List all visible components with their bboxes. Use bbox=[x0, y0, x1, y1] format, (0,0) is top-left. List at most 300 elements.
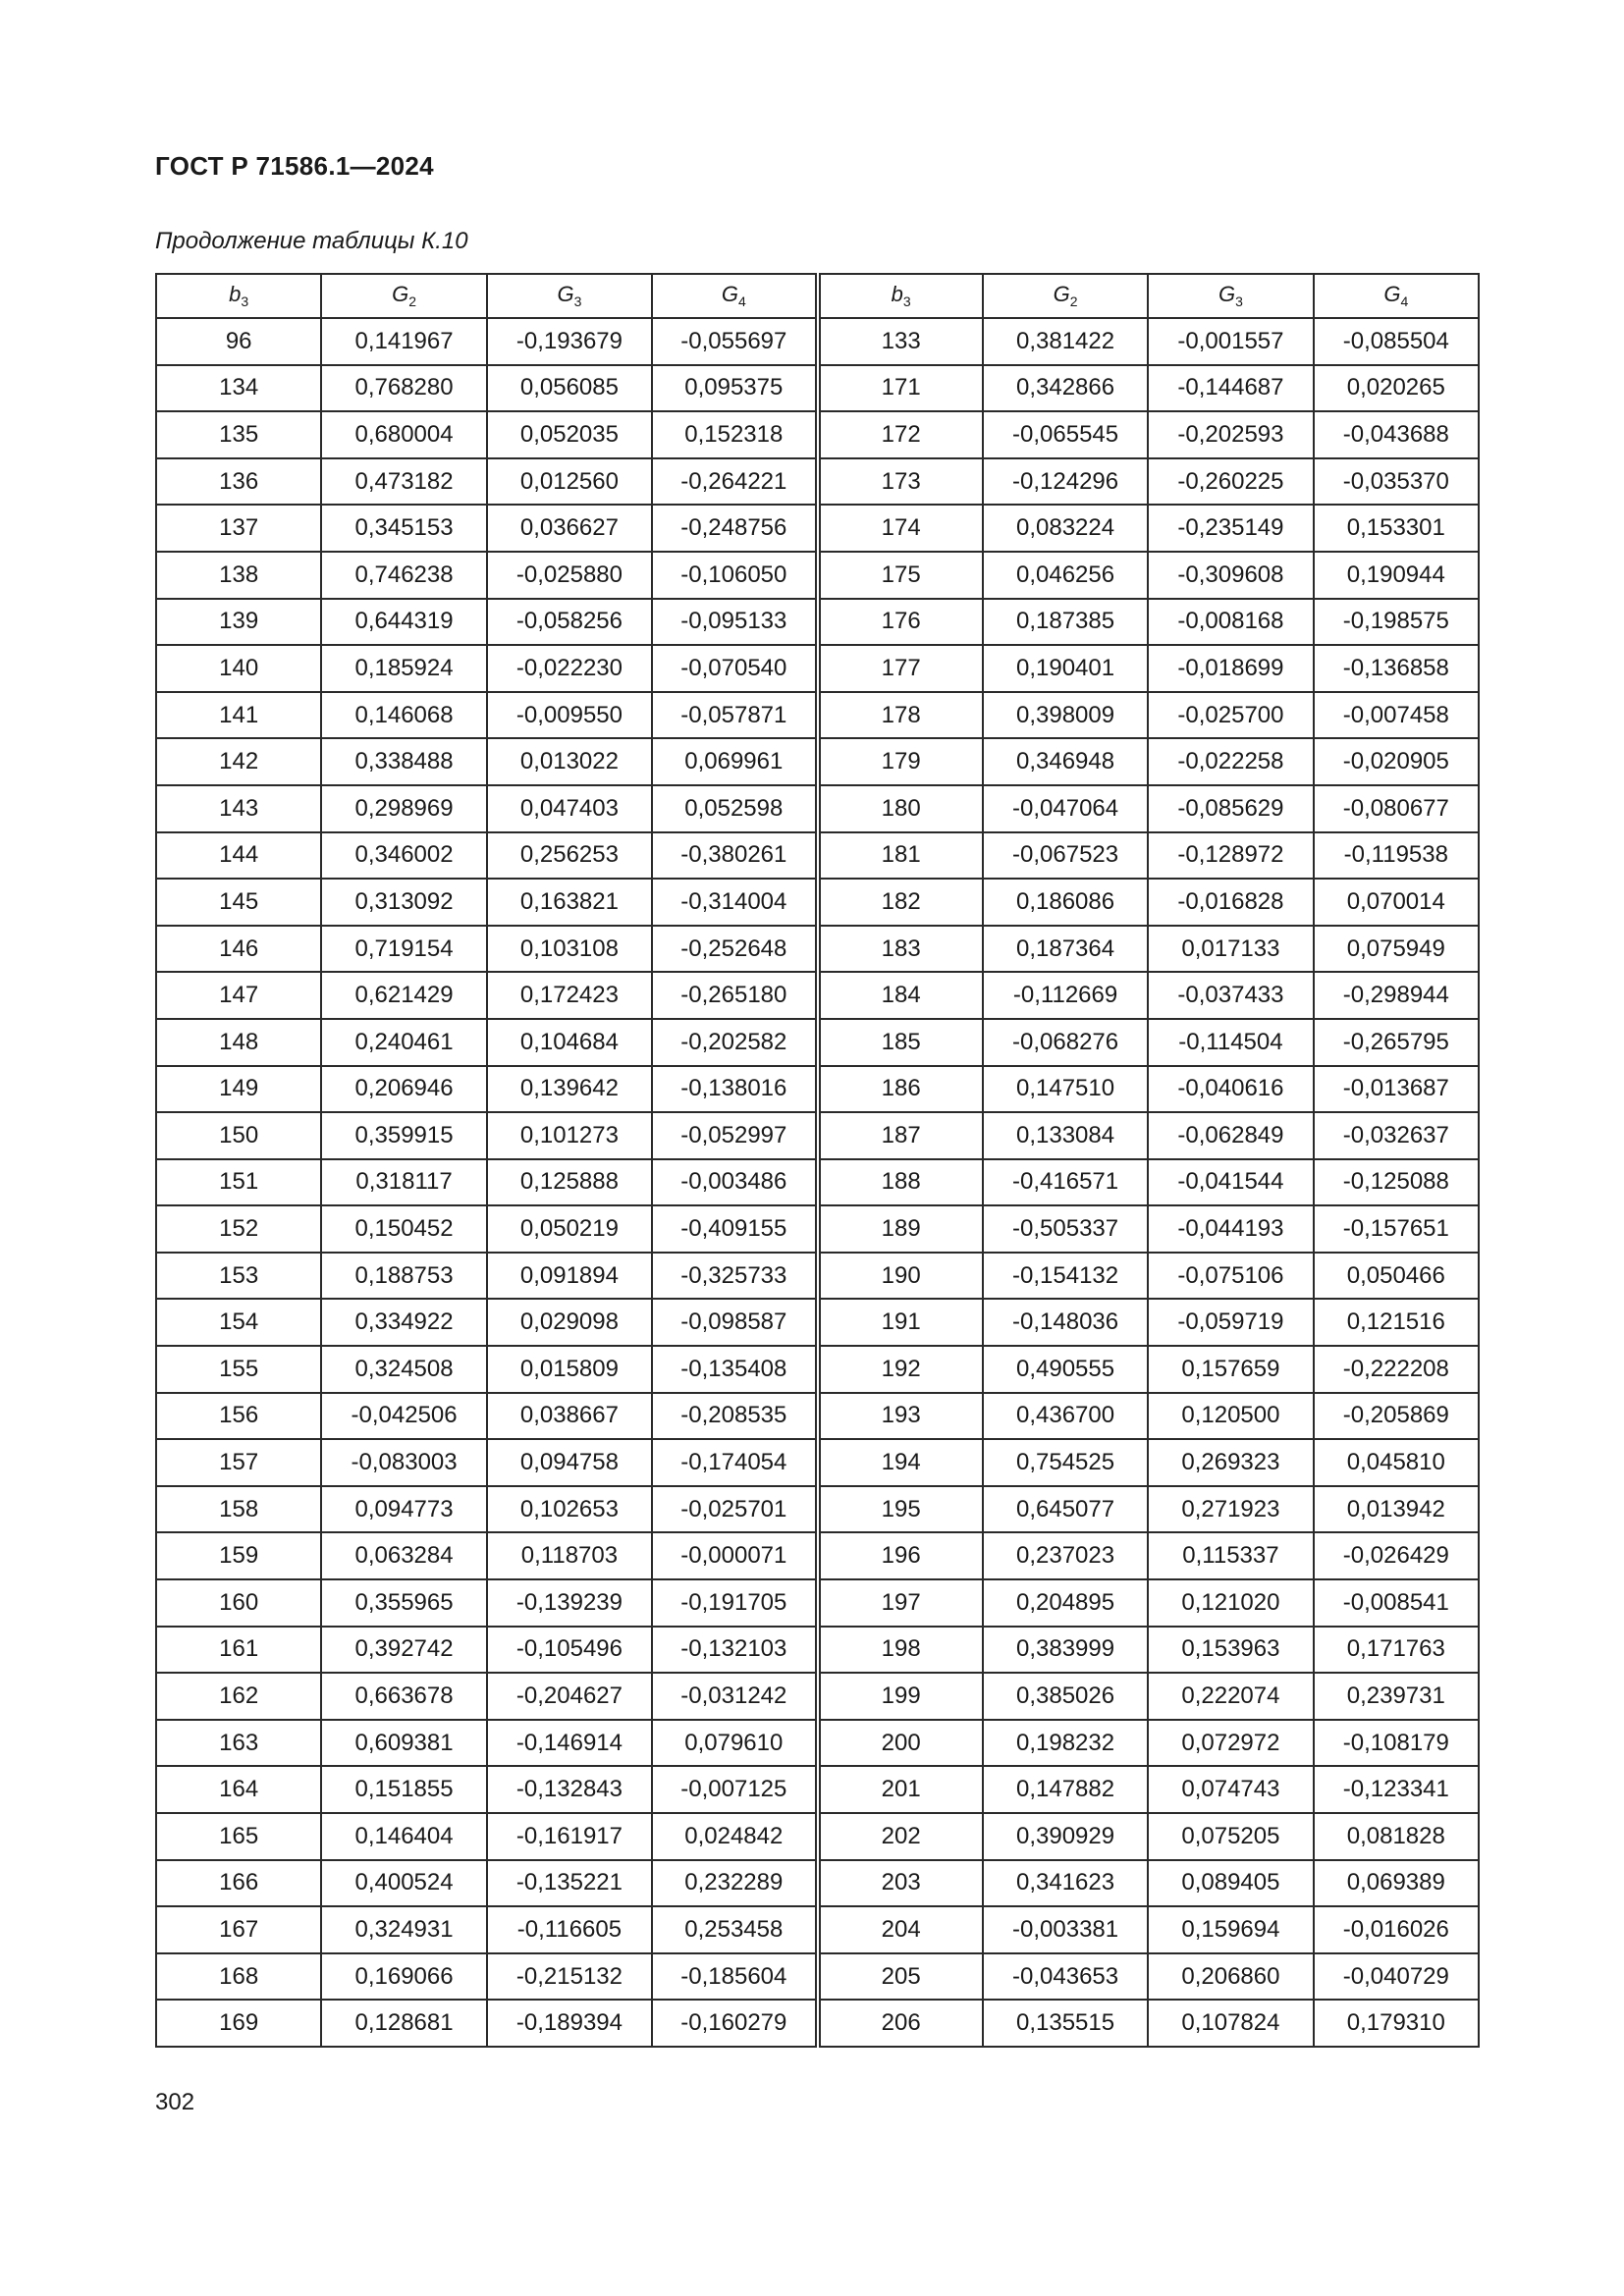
table-cell: 0,172423 bbox=[487, 972, 652, 1019]
table-cell: -0,132103 bbox=[652, 1627, 817, 1674]
table-cell: -0,235149 bbox=[1148, 505, 1313, 552]
table-cell: 183 bbox=[818, 926, 983, 973]
table-cell: 204 bbox=[818, 1906, 983, 1953]
table-cell: -0,026429 bbox=[1314, 1532, 1479, 1579]
table-cell: -0,146914 bbox=[487, 1720, 652, 1767]
table-row bbox=[156, 1627, 1479, 1674]
table-row bbox=[156, 599, 1479, 646]
table-cell: -0,085629 bbox=[1148, 785, 1313, 832]
table-cell: 0,719154 bbox=[321, 926, 486, 973]
table-cell: -0,025701 bbox=[652, 1486, 817, 1533]
table-row bbox=[156, 1579, 1479, 1627]
table-row bbox=[156, 1766, 1479, 1813]
table-cell: 179 bbox=[818, 738, 983, 785]
table-cell: -0,037433 bbox=[1148, 972, 1313, 1019]
table-cell: 0,187364 bbox=[983, 926, 1148, 973]
table-cell: 0,135515 bbox=[983, 2000, 1148, 2047]
table-cell: 0,157659 bbox=[1148, 1346, 1313, 1393]
table-cell: 0,239731 bbox=[1314, 1673, 1479, 1720]
table-cell: 176 bbox=[818, 599, 983, 646]
table-cell: 0,094758 bbox=[487, 1439, 652, 1486]
table-cell: -0,248756 bbox=[652, 505, 817, 552]
table-cell: -0,003486 bbox=[652, 1159, 817, 1206]
table-cell: 0,150452 bbox=[321, 1205, 486, 1253]
table-cell: -0,202593 bbox=[1148, 411, 1313, 458]
table-cell: 0,139642 bbox=[487, 1066, 652, 1113]
table-cell: 152 bbox=[156, 1205, 321, 1253]
table-cell: -0,032637 bbox=[1314, 1112, 1479, 1159]
table-cell: 184 bbox=[818, 972, 983, 1019]
table-cell: 0,029098 bbox=[487, 1299, 652, 1346]
table-cell: -0,007125 bbox=[652, 1766, 817, 1813]
table-row bbox=[156, 1813, 1479, 1860]
table-cell: -0,215132 bbox=[487, 1953, 652, 2001]
table-cell: -0,041544 bbox=[1148, 1159, 1313, 1206]
table-row bbox=[156, 1159, 1479, 1206]
table-cell: 0,187385 bbox=[983, 599, 1148, 646]
table-cell: 0,398009 bbox=[983, 692, 1148, 739]
table-row bbox=[156, 879, 1479, 926]
table-cell: 0,121516 bbox=[1314, 1299, 1479, 1346]
table-cell: -0,106050 bbox=[652, 552, 817, 599]
table-cell: 0,052035 bbox=[487, 411, 652, 458]
table-cell: 146 bbox=[156, 926, 321, 973]
table-row bbox=[156, 411, 1479, 458]
table-cell: 0,190944 bbox=[1314, 552, 1479, 599]
table-row bbox=[156, 972, 1479, 1019]
table-cell: -0,416571 bbox=[983, 1159, 1148, 1206]
table-cell: 0,383999 bbox=[983, 1627, 1148, 1674]
table-cell: -0,309608 bbox=[1148, 552, 1313, 599]
table-cell: 0,206946 bbox=[321, 1066, 486, 1113]
table-cell: 133 bbox=[818, 318, 983, 365]
table-cell: -0,298944 bbox=[1314, 972, 1479, 1019]
table-cell: 187 bbox=[818, 1112, 983, 1159]
table-cell: 167 bbox=[156, 1906, 321, 1953]
table-cell: 190 bbox=[818, 1253, 983, 1300]
table-cell: 0,081828 bbox=[1314, 1813, 1479, 1860]
table-cell: 0,318117 bbox=[321, 1159, 486, 1206]
table-row bbox=[156, 318, 1479, 365]
table-cell: 0,473182 bbox=[321, 458, 486, 506]
table-cell: 191 bbox=[818, 1299, 983, 1346]
table-cell: 172 bbox=[818, 411, 983, 458]
table-cell: 0,052598 bbox=[652, 785, 817, 832]
column-header-g3-right: $G_3$ bbox=[1148, 274, 1313, 318]
table-cell: 0,190401 bbox=[983, 645, 1148, 692]
table-cell: 0,147510 bbox=[983, 1066, 1148, 1113]
table-cell: 185 bbox=[818, 1019, 983, 1066]
table-cell: -0,052997 bbox=[652, 1112, 817, 1159]
table-cell: -0,505337 bbox=[983, 1205, 1148, 1253]
table-cell: 139 bbox=[156, 599, 321, 646]
table-cell: 195 bbox=[818, 1486, 983, 1533]
table-cell: -0,116605 bbox=[487, 1906, 652, 1953]
table-cell: 164 bbox=[156, 1766, 321, 1813]
table-row bbox=[156, 645, 1479, 692]
table-cell: -0,189394 bbox=[487, 2000, 652, 2047]
table-cell: -0,144687 bbox=[1148, 365, 1313, 412]
table-cell: -0,022258 bbox=[1148, 738, 1313, 785]
table-cell: 0,159694 bbox=[1148, 1906, 1313, 1953]
table-cell: 0,146068 bbox=[321, 692, 486, 739]
table-cell: 194 bbox=[818, 1439, 983, 1486]
table-cell: 0,070014 bbox=[1314, 879, 1479, 926]
table-cell: 0,091894 bbox=[487, 1253, 652, 1300]
table-cell: 192 bbox=[818, 1346, 983, 1393]
table-cell: -0,191705 bbox=[652, 1579, 817, 1627]
column-header-g2-right: $G_2$ bbox=[983, 274, 1148, 318]
table-cell: 0,133084 bbox=[983, 1112, 1148, 1159]
table-cell: -0,124296 bbox=[983, 458, 1148, 506]
table-cell: -0,174054 bbox=[652, 1439, 817, 1486]
table-cell: 0,436700 bbox=[983, 1393, 1148, 1440]
table-cell: 142 bbox=[156, 738, 321, 785]
table-caption: Продолжение таблицы К.10 bbox=[155, 228, 468, 254]
table-cell: 180 bbox=[818, 785, 983, 832]
table-row bbox=[156, 1532, 1479, 1579]
table-cell: 0,381422 bbox=[983, 318, 1148, 365]
table-cell: 0,232289 bbox=[652, 1860, 817, 1907]
table-cell: -0,260225 bbox=[1148, 458, 1313, 506]
table-cell: 0,147882 bbox=[983, 1766, 1148, 1813]
table-cell: 175 bbox=[818, 552, 983, 599]
table-cell: -0,059719 bbox=[1148, 1299, 1313, 1346]
table-cell: -0,083003 bbox=[321, 1439, 486, 1486]
table-cell: 0,222074 bbox=[1148, 1673, 1313, 1720]
table-cell: 136 bbox=[156, 458, 321, 506]
table-cell: 0,240461 bbox=[321, 1019, 486, 1066]
table-cell: 0,746238 bbox=[321, 552, 486, 599]
table-cell: 0,346002 bbox=[321, 832, 486, 880]
table-cell: -0,057871 bbox=[652, 692, 817, 739]
table-cell: 0,083224 bbox=[983, 505, 1148, 552]
table-cell: 0,056085 bbox=[487, 365, 652, 412]
table-cell: -0,035370 bbox=[1314, 458, 1479, 506]
table-cell: -0,105496 bbox=[487, 1627, 652, 1674]
table-cell: 186 bbox=[818, 1066, 983, 1113]
table-cell: -0,325733 bbox=[652, 1253, 817, 1300]
table-cell: -0,138016 bbox=[652, 1066, 817, 1113]
table-cell: -0,007458 bbox=[1314, 692, 1479, 739]
table-cell: 0,169066 bbox=[321, 1953, 486, 2001]
table-cell: 0,107824 bbox=[1148, 2000, 1313, 2047]
table-cell: -0,112669 bbox=[983, 972, 1148, 1019]
table-cell: 135 bbox=[156, 411, 321, 458]
table-cell: 0,204895 bbox=[983, 1579, 1148, 1627]
column-header-b3-left: $b_3$ bbox=[156, 274, 321, 318]
table-cell: 0,013022 bbox=[487, 738, 652, 785]
table-cell: 0,390929 bbox=[983, 1813, 1148, 1860]
table-cell: -0,095133 bbox=[652, 599, 817, 646]
table-cell: 144 bbox=[156, 832, 321, 880]
table-cell: 0,185924 bbox=[321, 645, 486, 692]
table-cell: 151 bbox=[156, 1159, 321, 1206]
table-cell: 188 bbox=[818, 1159, 983, 1206]
table-row bbox=[156, 1673, 1479, 1720]
table-cell: -0,136858 bbox=[1314, 645, 1479, 692]
table-cell: 0,680004 bbox=[321, 411, 486, 458]
table-row bbox=[156, 738, 1479, 785]
table-cell: 0,118703 bbox=[487, 1532, 652, 1579]
table-cell: 0,075205 bbox=[1148, 1813, 1313, 1860]
table-cell: -0,067523 bbox=[983, 832, 1148, 880]
table-cell: -0,264221 bbox=[652, 458, 817, 506]
table-cell: 0,103108 bbox=[487, 926, 652, 973]
table-cell: -0,265795 bbox=[1314, 1019, 1479, 1066]
table-cell: 0,269323 bbox=[1148, 1439, 1313, 1486]
column-header-g2-left: $G_2$ bbox=[321, 274, 486, 318]
table-cell: 0,050466 bbox=[1314, 1253, 1479, 1300]
table-cell: -0,380261 bbox=[652, 832, 817, 880]
table-cell: 197 bbox=[818, 1579, 983, 1627]
table-row bbox=[156, 552, 1479, 599]
table-cell: 0,038667 bbox=[487, 1393, 652, 1440]
table-cell: 0,271923 bbox=[1148, 1486, 1313, 1533]
table-cell: -0,193679 bbox=[487, 318, 652, 365]
table-cell: 182 bbox=[818, 879, 983, 926]
table-cell: 174 bbox=[818, 505, 983, 552]
table-cell: -0,016828 bbox=[1148, 879, 1313, 926]
table-cell: 193 bbox=[818, 1393, 983, 1440]
table-cell: 0,013942 bbox=[1314, 1486, 1479, 1533]
table-cell: 0,186086 bbox=[983, 879, 1148, 926]
table-row bbox=[156, 1953, 1479, 2001]
table-cell: 0,392742 bbox=[321, 1627, 486, 1674]
table-cell: 203 bbox=[818, 1860, 983, 1907]
table-cell: -0,075106 bbox=[1148, 1253, 1313, 1300]
table-cell: -0,161917 bbox=[487, 1813, 652, 1860]
table-cell: 0,075949 bbox=[1314, 926, 1479, 973]
table-cell: 148 bbox=[156, 1019, 321, 1066]
table-row bbox=[156, 1439, 1479, 1486]
table-cell: 0,198232 bbox=[983, 1720, 1148, 1767]
table-cell: -0,018699 bbox=[1148, 645, 1313, 692]
table-cell: 0,074743 bbox=[1148, 1766, 1313, 1813]
table-row bbox=[156, 1253, 1479, 1300]
table-row bbox=[156, 1906, 1479, 1953]
table-cell: -0,108179 bbox=[1314, 1720, 1479, 1767]
table-row bbox=[156, 365, 1479, 412]
table-cell: 0,015809 bbox=[487, 1346, 652, 1393]
table-cell: 0,146404 bbox=[321, 1813, 486, 1860]
table-cell: -0,314004 bbox=[652, 879, 817, 926]
table-cell: 173 bbox=[818, 458, 983, 506]
table-cell: 155 bbox=[156, 1346, 321, 1393]
table-cell: -0,202582 bbox=[652, 1019, 817, 1066]
table-cell: -0,114504 bbox=[1148, 1019, 1313, 1066]
table-cell: -0,040616 bbox=[1148, 1066, 1313, 1113]
table-cell: 178 bbox=[818, 692, 983, 739]
table-cell: -0,001557 bbox=[1148, 318, 1313, 365]
table-cell: -0,043688 bbox=[1314, 411, 1479, 458]
table-cell: -0,003381 bbox=[983, 1906, 1148, 1953]
table-cell: 181 bbox=[818, 832, 983, 880]
table-cell: 158 bbox=[156, 1486, 321, 1533]
table-cell: 153 bbox=[156, 1253, 321, 1300]
table-cell: -0,008168 bbox=[1148, 599, 1313, 646]
table-cell: 0,036627 bbox=[487, 505, 652, 552]
table-cell: 161 bbox=[156, 1627, 321, 1674]
table-cell: 0,338488 bbox=[321, 738, 486, 785]
table-cell: 0,345153 bbox=[321, 505, 486, 552]
table-cell: 198 bbox=[818, 1627, 983, 1674]
table-cell: 138 bbox=[156, 552, 321, 599]
table-cell: -0,135408 bbox=[652, 1346, 817, 1393]
table-cell: -0,031242 bbox=[652, 1673, 817, 1720]
table-cell: 157 bbox=[156, 1439, 321, 1486]
table-cell: -0,157651 bbox=[1314, 1205, 1479, 1253]
table-cell: -0,008541 bbox=[1314, 1579, 1479, 1627]
table-cell: 159 bbox=[156, 1532, 321, 1579]
table-cell: 0,663678 bbox=[321, 1673, 486, 1720]
table-cell: -0,139239 bbox=[487, 1579, 652, 1627]
table-cell: -0,013687 bbox=[1314, 1066, 1479, 1113]
table-cell: 0,313092 bbox=[321, 879, 486, 926]
table-cell: 0,024842 bbox=[652, 1813, 817, 1860]
table-cell: -0,409155 bbox=[652, 1205, 817, 1253]
table-cell: 141 bbox=[156, 692, 321, 739]
page-number: 302 bbox=[155, 2089, 195, 2115]
table-cell: 0,609381 bbox=[321, 1720, 486, 1767]
table-cell: 0,341623 bbox=[983, 1860, 1148, 1907]
table-cell: -0,205869 bbox=[1314, 1393, 1479, 1440]
table-row bbox=[156, 458, 1479, 506]
table-cell: -0,022230 bbox=[487, 645, 652, 692]
table-cell: 0,069961 bbox=[652, 738, 817, 785]
table-cell: 0,644319 bbox=[321, 599, 486, 646]
table-cell: 163 bbox=[156, 1720, 321, 1767]
column-header-g3-left: $G_3$ bbox=[487, 274, 652, 318]
table-cell: -0,119538 bbox=[1314, 832, 1479, 880]
header-row bbox=[156, 274, 1479, 318]
table-cell: -0,198575 bbox=[1314, 599, 1479, 646]
table-cell: 0,017133 bbox=[1148, 926, 1313, 973]
table-row bbox=[156, 926, 1479, 973]
table-cell: 0,120500 bbox=[1148, 1393, 1313, 1440]
table-cell: 160 bbox=[156, 1579, 321, 1627]
table-cell: -0,080677 bbox=[1314, 785, 1479, 832]
table-cell: 0,141967 bbox=[321, 318, 486, 365]
table-cell: 154 bbox=[156, 1299, 321, 1346]
table-cell: 96 bbox=[156, 318, 321, 365]
table-cell: -0,062849 bbox=[1148, 1112, 1313, 1159]
table-cell: 0,153301 bbox=[1314, 505, 1479, 552]
table-cell: -0,132843 bbox=[487, 1766, 652, 1813]
table-cell: 0,645077 bbox=[983, 1486, 1148, 1533]
table-row bbox=[156, 1720, 1479, 1767]
table-row bbox=[156, 2000, 1479, 2047]
table-cell: 0,128681 bbox=[321, 2000, 486, 2047]
table-body bbox=[156, 318, 1479, 2047]
table-cell: 0,346948 bbox=[983, 738, 1148, 785]
table-cell: 0,045810 bbox=[1314, 1439, 1479, 1486]
table-cell: 0,046256 bbox=[983, 552, 1148, 599]
table-cell: 0,121020 bbox=[1148, 1579, 1313, 1627]
table-cell: 0,125888 bbox=[487, 1159, 652, 1206]
table-cell: 0,063284 bbox=[321, 1532, 486, 1579]
table-cell: 0,047403 bbox=[487, 785, 652, 832]
table-row bbox=[156, 832, 1479, 880]
table-row bbox=[156, 1112, 1479, 1159]
table-cell: 0,050219 bbox=[487, 1205, 652, 1253]
table-cell: 0,754525 bbox=[983, 1439, 1148, 1486]
table-row bbox=[156, 692, 1479, 739]
table-cell: 0,094773 bbox=[321, 1486, 486, 1533]
document-code: ГОСТ Р 71586.1—2024 bbox=[155, 151, 434, 181]
table-cell: 0,102653 bbox=[487, 1486, 652, 1533]
table-cell: 145 bbox=[156, 879, 321, 926]
table-cell: -0,016026 bbox=[1314, 1906, 1479, 1953]
table-cell: -0,047064 bbox=[983, 785, 1148, 832]
table-cell: 0,324508 bbox=[321, 1346, 486, 1393]
table-cell: 0,153963 bbox=[1148, 1627, 1313, 1674]
table-row bbox=[156, 1346, 1479, 1393]
table-cell: -0,128972 bbox=[1148, 832, 1313, 880]
column-header-b3-right: $b_3$ bbox=[818, 274, 983, 318]
table-cell: 150 bbox=[156, 1112, 321, 1159]
table-cell: 0,359915 bbox=[321, 1112, 486, 1159]
table-cell: 0,020265 bbox=[1314, 365, 1479, 412]
table-row bbox=[156, 1393, 1479, 1440]
table-cell: -0,185604 bbox=[652, 1953, 817, 2001]
table-cell: 0,490555 bbox=[983, 1346, 1148, 1393]
table-row bbox=[156, 1019, 1479, 1066]
table-row bbox=[156, 1486, 1479, 1533]
table-cell: 0,355965 bbox=[321, 1579, 486, 1627]
table-cell: 149 bbox=[156, 1066, 321, 1113]
table-cell: 205 bbox=[818, 1953, 983, 2001]
table-cell: 140 bbox=[156, 645, 321, 692]
table-cell: 0,621429 bbox=[321, 972, 486, 1019]
table-cell: 165 bbox=[156, 1813, 321, 1860]
table-row bbox=[156, 505, 1479, 552]
table-cell: -0,040729 bbox=[1314, 1953, 1479, 2001]
table-cell: 0,334922 bbox=[321, 1299, 486, 1346]
table-cell: 196 bbox=[818, 1532, 983, 1579]
table-cell: 0,072972 bbox=[1148, 1720, 1313, 1767]
table-cell: -0,043653 bbox=[983, 1953, 1148, 2001]
table-row bbox=[156, 1299, 1479, 1346]
table-cell: -0,085504 bbox=[1314, 318, 1479, 365]
table-cell: -0,044193 bbox=[1148, 1205, 1313, 1253]
table-cell: 169 bbox=[156, 2000, 321, 2047]
table-cell: -0,222208 bbox=[1314, 1346, 1479, 1393]
table-cell: 0,179310 bbox=[1314, 2000, 1479, 2047]
table-cell: 0,095375 bbox=[652, 365, 817, 412]
table-cell: 0,237023 bbox=[983, 1532, 1148, 1579]
table-cell: -0,204627 bbox=[487, 1673, 652, 1720]
table-cell: -0,000071 bbox=[652, 1532, 817, 1579]
table-cell: -0,020905 bbox=[1314, 738, 1479, 785]
table-cell: -0,068276 bbox=[983, 1019, 1148, 1066]
table-cell: 137 bbox=[156, 505, 321, 552]
table-cell: -0,042506 bbox=[321, 1393, 486, 1440]
table-cell: -0,123341 bbox=[1314, 1766, 1479, 1813]
table-cell: 200 bbox=[818, 1720, 983, 1767]
table-cell: 134 bbox=[156, 365, 321, 412]
table-cell: 0,253458 bbox=[652, 1906, 817, 1953]
table-cell: 156 bbox=[156, 1393, 321, 1440]
table-cell: -0,070540 bbox=[652, 645, 817, 692]
table-cell: 0,012560 bbox=[487, 458, 652, 506]
table-cell: 189 bbox=[818, 1205, 983, 1253]
table-cell: 0,151855 bbox=[321, 1766, 486, 1813]
table-cell: -0,160279 bbox=[652, 2000, 817, 2047]
table-cell: 143 bbox=[156, 785, 321, 832]
table-cell: 0,171763 bbox=[1314, 1627, 1479, 1674]
table-cell: 206 bbox=[818, 2000, 983, 2047]
